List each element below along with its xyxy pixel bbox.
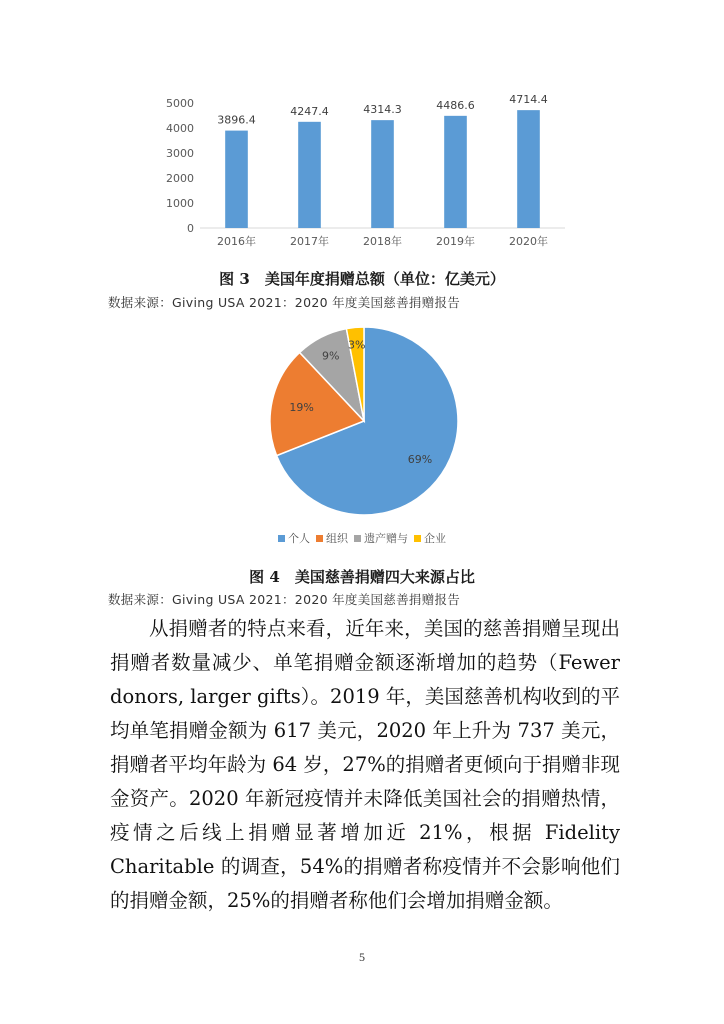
bar-value-label: 4247.4 bbox=[290, 104, 329, 118]
legend-label: 遗产赠与 bbox=[364, 532, 408, 545]
legend-item bbox=[354, 530, 408, 546]
x-tick-label: 2017年 bbox=[290, 235, 329, 248]
x-tick-label: 2020年 bbox=[509, 235, 548, 248]
bar-value-label: 4486.6 bbox=[436, 98, 475, 112]
pie-value-label: 19% bbox=[289, 401, 314, 415]
body-paragraph-block bbox=[110, 612, 620, 918]
figure4-caption: 图 4 美国慈善捐赠四大来源占比 bbox=[249, 568, 475, 586]
bar bbox=[517, 110, 540, 228]
legend-label: 组织 bbox=[326, 532, 348, 545]
y-tick-label: 4000 bbox=[166, 122, 194, 135]
legend-item bbox=[316, 530, 348, 546]
pie-legend bbox=[0, 530, 724, 546]
bar-chart bbox=[150, 85, 580, 255]
pie-value-label: 9% bbox=[321, 349, 340, 363]
page-number: 5 bbox=[359, 950, 365, 964]
bar bbox=[371, 120, 394, 228]
y-tick-label: 5000 bbox=[166, 97, 194, 110]
legend-swatch bbox=[414, 535, 421, 542]
x-tick-label: 2019年 bbox=[436, 235, 475, 248]
bar-value-label: 4714.4 bbox=[509, 93, 548, 107]
legend-item bbox=[278, 530, 310, 546]
y-tick-label: 2000 bbox=[166, 172, 194, 185]
legend-swatch bbox=[316, 535, 323, 542]
x-tick-label: 2018年 bbox=[363, 235, 402, 248]
legend-label: 个人 bbox=[288, 532, 310, 545]
y-tick-label: 1000 bbox=[166, 197, 194, 210]
pie-chart bbox=[260, 322, 470, 527]
legend-swatch bbox=[278, 535, 285, 542]
bar bbox=[298, 122, 321, 228]
y-tick-label: 0 bbox=[187, 222, 194, 235]
pie-value-label: 69% bbox=[407, 453, 433, 467]
bar bbox=[444, 116, 467, 228]
pie-value-label: 3% bbox=[348, 338, 366, 352]
bar-value-label: 4314.3 bbox=[363, 103, 402, 117]
figure4-source: 数据来源：Giving USA 2021：2020 年度美国慈善捐赠报告 bbox=[108, 592, 461, 607]
body-paragraph: 从捐赠者的特点来看，近年来，美国的慈善捐赠呈现出捐赠者数量减少、单笔捐赠金额逐渐增加的趋势（Fewer donors, larger gifts）。2019 年，美国慈善机构收到的平均单笔捐赠金额为 617 美元，2020 年上升为 737 美元，捐赠者平均年龄为 64 岁，27%的捐赠者更倾向于捐赠非现金资产。2020 年新冠疫情并未降低美国社会的捐赠热情，疫情之后线上捐赠显著增加近 21%，根据 Fidelity Charitable 的调查，54%的捐赠者称疫情并不会影响他们的捐赠金额，25%的捐赠者称他们会增加捐赠金额。 bbox=[110, 617, 620, 912]
figure3-source: 数据来源：Giving USA 2021：2020 年度美国慈善捐赠报告 bbox=[108, 295, 461, 310]
bar-value-label: 3896.4 bbox=[217, 113, 256, 127]
bar bbox=[225, 131, 248, 228]
legend-item bbox=[414, 530, 446, 546]
legend-label: 企业 bbox=[424, 532, 446, 545]
y-tick-label: 3000 bbox=[166, 147, 194, 160]
x-tick-label: 2016年 bbox=[217, 235, 256, 248]
figure3-caption: 图 3 美国年度捐赠总额（单位：亿美元） bbox=[219, 270, 505, 288]
legend-swatch bbox=[354, 535, 361, 542]
